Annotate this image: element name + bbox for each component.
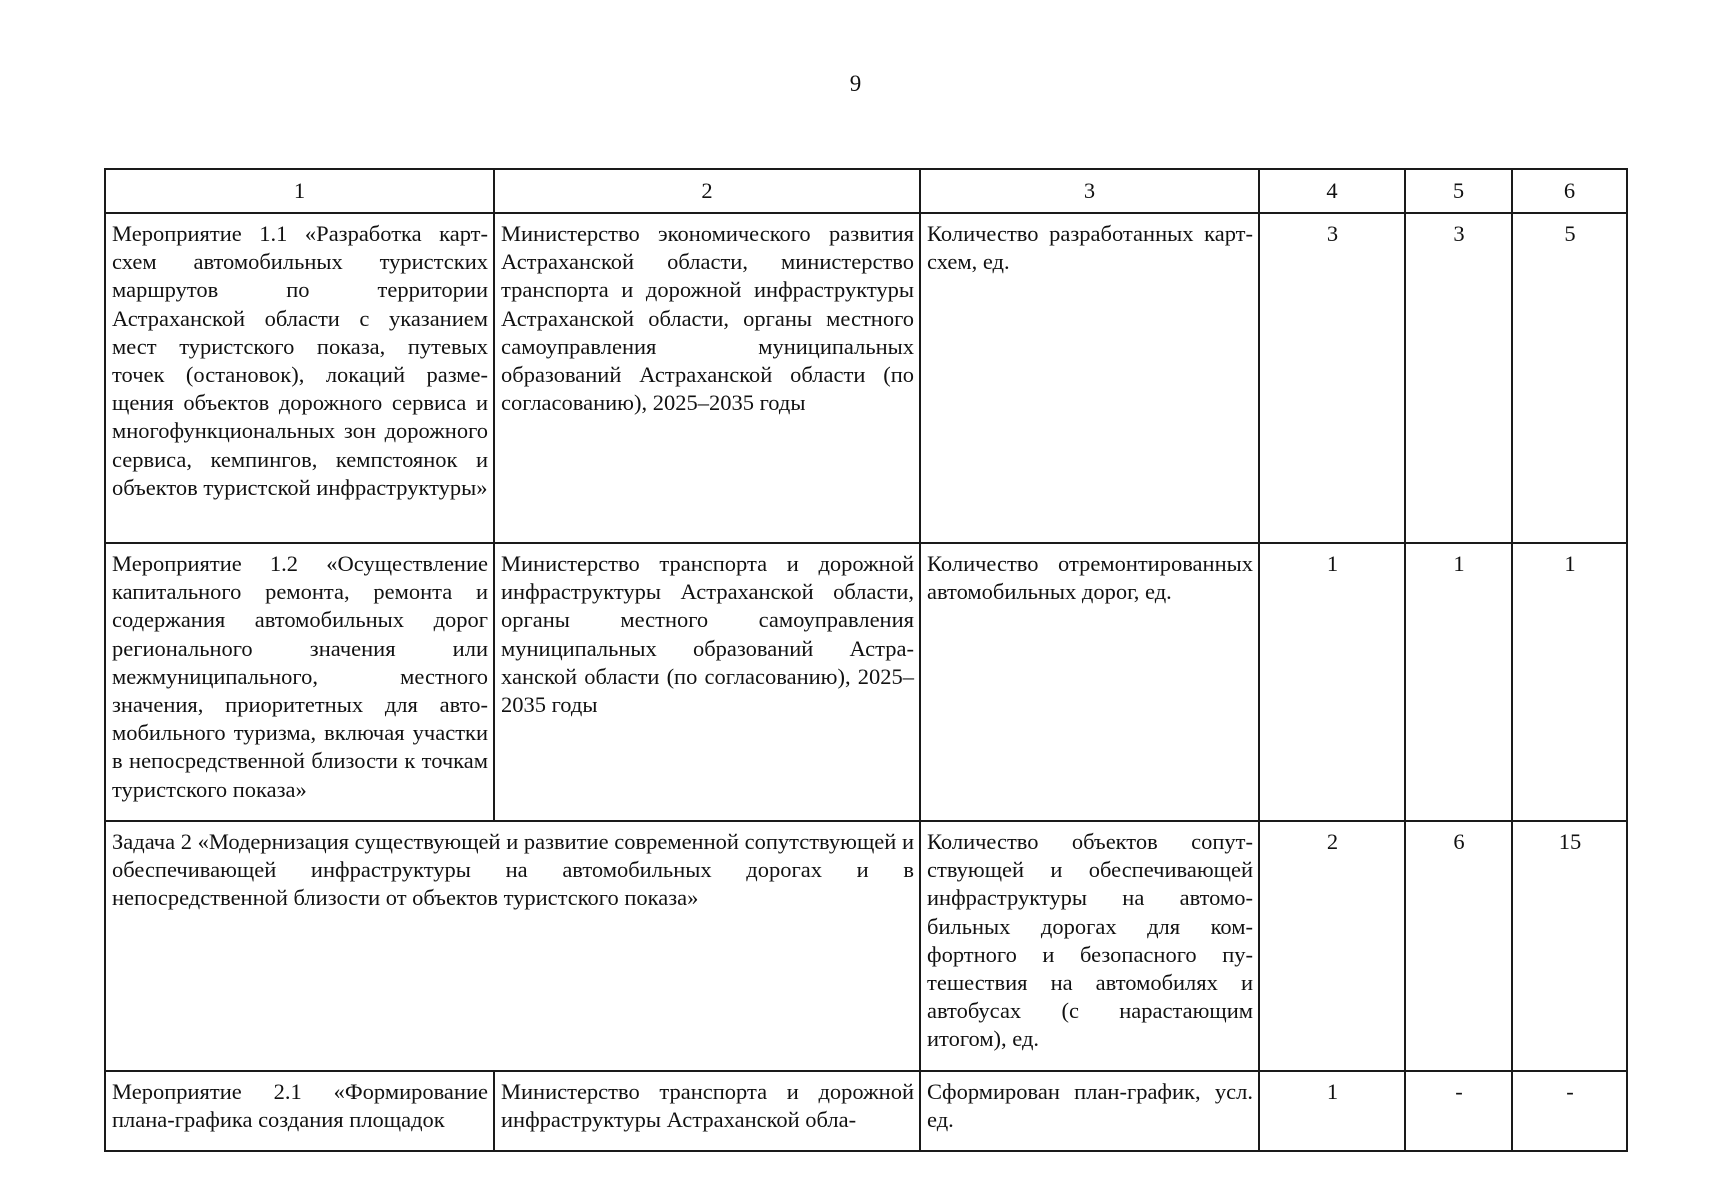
responsible-cell: Министерство транспорта и дорожной инфраструктуры Астраханской области, органы местного самоуправления муниципальных образований Астраханской области (по согласованию), 2025–2035 годы (494, 543, 920, 821)
column-header-5: 5 (1405, 169, 1512, 213)
indicator-cell: Количество объектов сопутствующей и обеспечивающей инфраструктуры на автомобильных дорогах для комфортного и безопасного путешествия на автомобилях и автобусах (с нарастающим итогом), ед. (920, 821, 1259, 1071)
table-row (105, 1071, 1627, 1151)
value-col-6-cell: 15 (1512, 821, 1627, 1071)
value-col-5-cell: 1 (1405, 543, 1512, 821)
table-row (105, 213, 1627, 543)
indicator-cell: Количество разработанных карт-схем, ед. (920, 213, 1259, 543)
table-row-task (105, 821, 1627, 1071)
page-number: 9 (849, 71, 862, 96)
value-col-6-cell: - (1512, 1071, 1627, 1151)
task-cell: Задача 2 «Модернизация существующей и развитие современной сопутствующей и обеспечивающей инфраструктуры на автомобильных дорогах и в непосредственной близости от объектов туристского показа» (105, 821, 920, 1071)
value-col-4-cell: 1 (1259, 543, 1405, 821)
table-header-row (105, 169, 1627, 213)
activities-table (104, 168, 1628, 1152)
value-col-5-cell: 6 (1405, 821, 1512, 1071)
column-header-6: 6 (1512, 169, 1627, 213)
value-col-5-cell: 3 (1405, 213, 1512, 543)
table-row (105, 543, 1627, 821)
indicator-cell: Сформирован план-график, усл. ед. (920, 1071, 1259, 1151)
responsible-cell: Министерство транспорта и дорожной инфраструктуры Астраханской обла- (494, 1071, 920, 1151)
activity-cell: Мероприятие 2.1 «Формирование плана-графика создания площадок (105, 1071, 494, 1151)
column-header-1: 1 (105, 169, 494, 213)
value-col-4-cell: 1 (1259, 1071, 1405, 1151)
value-col-6-cell: 5 (1512, 213, 1627, 543)
value-col-4-cell: 3 (1259, 213, 1405, 543)
value-col-4-cell: 2 (1259, 821, 1405, 1071)
column-header-3: 3 (920, 169, 1259, 213)
value-col-6-cell: 1 (1512, 543, 1627, 821)
value-col-5-cell: - (1405, 1071, 1512, 1151)
column-header-4: 4 (1259, 169, 1405, 213)
indicator-cell: Количество отремонтированных автомобильных дорог, ед. (920, 543, 1259, 821)
column-header-2: 2 (494, 169, 920, 213)
activity-cell: Мероприятие 1.1 «Разработка карт-схем автомобильных туристских маршрутов по территории Астраханской области с указанием мест туристского показа, путевых точек (остановок), локаций размещения объектов дорожного сервиса и многофункциональных зон дорожного сервиса, кемпингов, кемпстоянок и объектов туристской инфраструктуры» (105, 213, 494, 543)
activity-cell: Мероприятие 1.2 «Осуществление капитального ремонта, ремонта и содержания автомобильных дорог регионального значения или межмуниципального, местного значения, приоритетных для автомобильного туризма, включая участки в непосредственной близости к точкам туристского показа» (105, 543, 494, 821)
responsible-cell: Министерство экономического развития Астраханской области, министерство транспорта и дорожной инфраструктуры Астраханской области, органы местного самоуправления муниципальных образований Астраханской области (по согласованию), 2025–2035 годы (494, 213, 920, 543)
